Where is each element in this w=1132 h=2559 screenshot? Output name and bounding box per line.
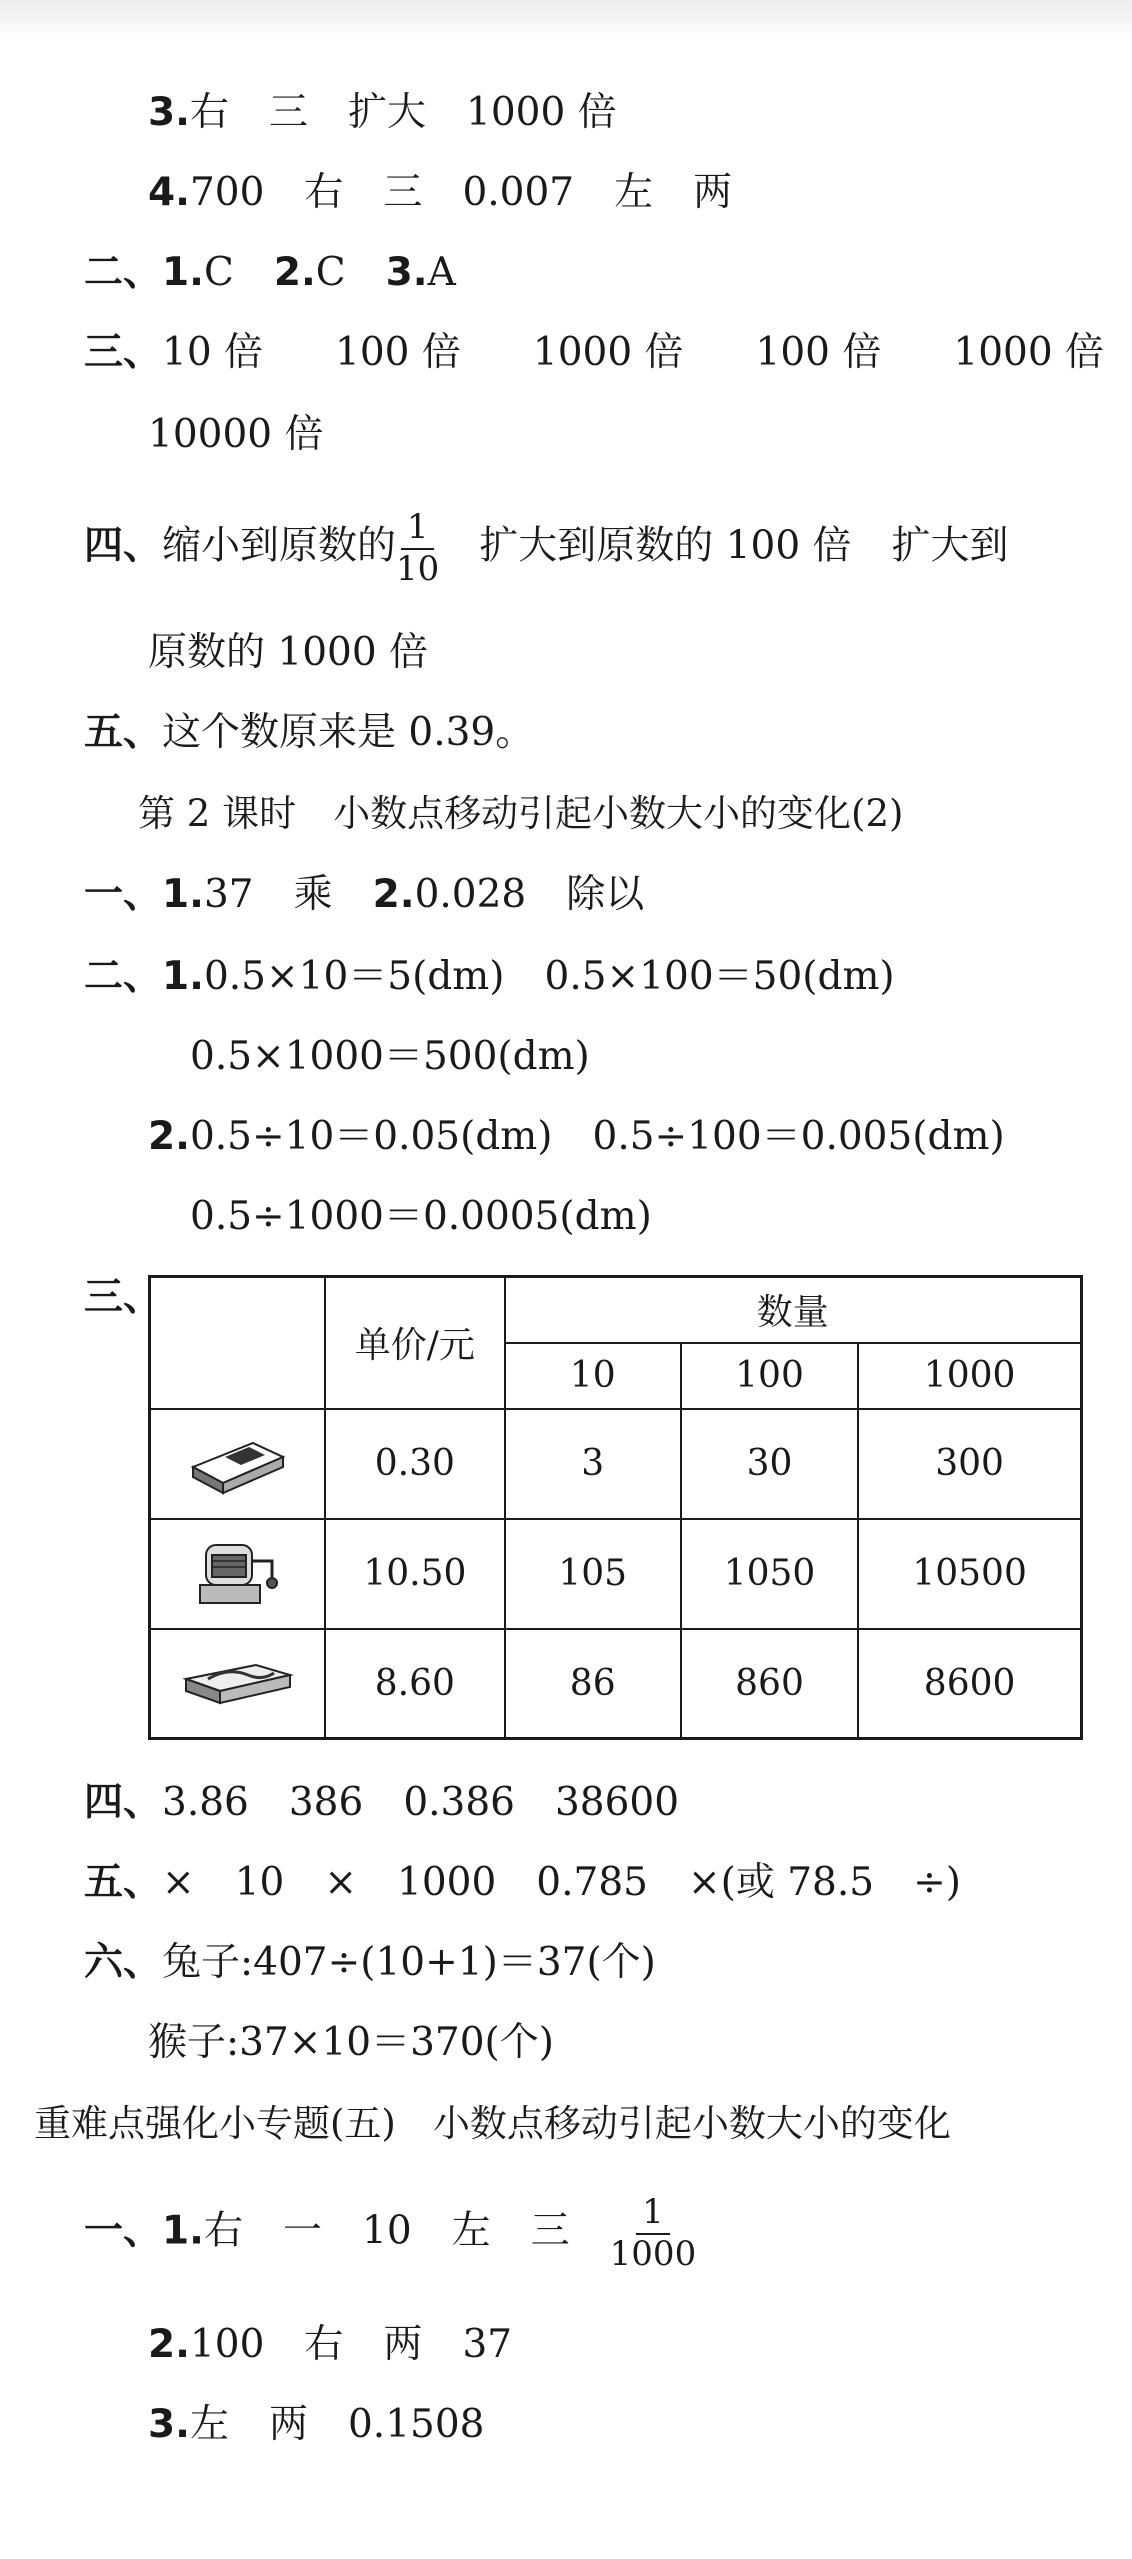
table-row (150, 1629, 1082, 1739)
answer-text: 右 (203, 2208, 243, 2254)
fraction-numerator: 1 (401, 510, 435, 550)
item-image-cell (150, 1409, 326, 1519)
value-cell: 30 (681, 1409, 858, 1519)
section-label: 二、 (84, 954, 163, 999)
answer-text: 一 (282, 2208, 322, 2254)
item-image-cell (150, 1519, 326, 1629)
answer-continuation: 10000 倍 (148, 412, 324, 457)
price-quantity-table (148, 1275, 1083, 1740)
answer-text: 三 (383, 170, 423, 215)
header-col: 100 (681, 1343, 858, 1409)
pencil-sharpener-icon (188, 1535, 288, 1613)
answer-text: 左 (189, 2402, 229, 2447)
answer-text: 700 (189, 170, 265, 215)
fraction (396, 507, 440, 589)
fraction-denominator: 1000 (609, 2233, 697, 2274)
item-number: 1. (162, 872, 204, 917)
section-label: 三、 (84, 330, 163, 375)
table-row (150, 1519, 1082, 1629)
equation: 0.5÷10＝0.05(dm) (189, 1114, 553, 1159)
section-label: 一、 (84, 872, 163, 917)
answer-text: 1000 倍 (953, 330, 1105, 375)
section-5-answer (84, 710, 535, 755)
section-label-text: 三、 (84, 1275, 163, 1320)
price-cell: 8.60 (325, 1629, 504, 1739)
fraction-numerator: 1 (636, 2195, 670, 2235)
header-quantity: 数量 (505, 1277, 1082, 1343)
answer-line-3 (148, 2402, 485, 2447)
answer-text: 1000 倍 (466, 90, 617, 135)
equation: 0.5×1000＝500(dm) (190, 1034, 590, 1079)
answer-text: 0.028 (414, 872, 527, 917)
answer-text: 10 (362, 2208, 412, 2254)
answer-text: 左 (451, 2208, 491, 2254)
answer-text: 两 (383, 2322, 423, 2367)
answer-text: 38600 (554, 1780, 680, 1825)
fraction-denominator: 10 (396, 548, 440, 589)
fraction (609, 2192, 697, 2274)
answer-continuation: 原数的 1000 倍 (148, 630, 429, 675)
section-6-answers (84, 1940, 656, 1985)
answer-text: 0.785 (536, 1860, 648, 1905)
answer-text: 除以 (566, 872, 645, 917)
item-number: 1. (162, 954, 204, 999)
price-cell: 0.30 (325, 1409, 504, 1519)
value-cell: 10500 (858, 1519, 1081, 1629)
section-1-answers (84, 2192, 697, 2274)
equation: 兔子:407÷(10+1)＝37(个) (162, 1940, 656, 1985)
answer-text: 左 (614, 170, 654, 215)
answer-text: 10 倍 (162, 330, 264, 375)
eraser-icon (183, 1429, 293, 1499)
answer-text: 三 (268, 90, 308, 135)
value-cell: 300 (858, 1409, 1081, 1519)
equation-line (148, 1114, 1005, 1159)
header-col: 1000 (858, 1343, 1081, 1409)
equation: 0.5÷100＝0.005(dm) (592, 1114, 1005, 1159)
answer-text: 右 (304, 2322, 344, 2367)
section-label: 二、 (84, 250, 163, 295)
section-label: 五、 (84, 710, 163, 755)
answer-text: 10 (234, 1860, 285, 1905)
equation: 0.5×100＝50(dm) (544, 954, 895, 999)
table-row (150, 1409, 1082, 1519)
equation: 0.5×10＝5(dm) (203, 954, 505, 999)
value-cell: 860 (681, 1629, 858, 1739)
answer-text: 扩大到原数的 100 倍 (479, 523, 852, 569)
item-number: 3. (148, 2402, 190, 2447)
answer-line-3 (148, 90, 617, 135)
answer-text: 0.1508 (347, 2402, 485, 2447)
item-number: 2. (273, 250, 316, 295)
item-number: 2. (148, 1114, 190, 1159)
header-col: 10 (505, 1343, 681, 1409)
answer-text: 100 (189, 2322, 265, 2367)
answer-line-4 (148, 170, 733, 215)
section-5-answers (84, 1860, 961, 1905)
answer-text: C (315, 250, 346, 295)
item-number: 1. (162, 250, 204, 295)
equation: 猴子:37×10＝370(个) (148, 2020, 554, 2065)
value-cell: 105 (505, 1519, 681, 1629)
section-label: 四、 (84, 523, 163, 569)
answer-text: 乘 (293, 872, 333, 917)
answer-text: 三 (530, 2208, 570, 2254)
item-number: 4. (148, 170, 190, 215)
value-cell: 3 (505, 1409, 681, 1519)
answer-text: 右 (304, 170, 344, 215)
item-number: 3. (148, 90, 190, 135)
item-number: 1. (162, 2208, 204, 2254)
value-cell: 86 (505, 1629, 681, 1739)
answer-line-2 (148, 2322, 513, 2367)
answer-text: ×(或 78.5 ÷) (687, 1860, 961, 1905)
section-2-answers (84, 954, 895, 999)
answer-text: 0.386 (403, 1780, 515, 1825)
top-shade (0, 0, 1132, 40)
answer-text: 1000 倍 (532, 330, 684, 375)
answer-text: 扩大到 (891, 523, 1009, 569)
section-4-answers (84, 507, 1009, 589)
lesson-heading: 第 2 课时 小数点移动引起小数大小的变化(2) (138, 792, 904, 835)
section-label: 六、 (84, 1940, 163, 1985)
item-number: 2. (148, 2322, 190, 2367)
item-number: 3. (385, 250, 428, 295)
price-cell: 10.50 (325, 1519, 504, 1629)
answer-text: 100 倍 (335, 330, 461, 375)
item-number: 2. (372, 872, 415, 917)
value-cell: 8600 (858, 1629, 1081, 1739)
answer-text: 3.86 (162, 1780, 249, 1825)
topic-heading: 重难点强化小专题(五) 小数点移动引起小数大小的变化 (34, 2102, 951, 2145)
answer-text: 37 (462, 2322, 513, 2367)
answer-text: 两 (268, 2402, 308, 2447)
answer-text: 0.007 (462, 170, 575, 215)
answer-text: A (427, 250, 456, 295)
section-label: 四、 (84, 1780, 163, 1825)
section-1-answers (84, 872, 645, 917)
section-3-answers (84, 330, 1105, 375)
section-2-answers (84, 250, 456, 295)
item-image-cell (150, 1629, 326, 1739)
answer-text: 37 (203, 872, 254, 917)
answer-text: × (162, 1860, 195, 1905)
answer-text: C (203, 250, 234, 295)
corner-cell (150, 1277, 326, 1409)
answer-text: 扩大 (347, 90, 426, 135)
answer-text: 386 (288, 1780, 364, 1825)
answer-text: 右 (189, 90, 229, 135)
answer-text: × (324, 1860, 358, 1905)
pencil-box-icon (178, 1653, 298, 1713)
section-4-answers (84, 1780, 680, 1825)
answer-text: 1000 (397, 1860, 497, 1905)
section-label: 五、 (84, 1860, 163, 1905)
answer-text: 两 (693, 170, 733, 215)
value-cell: 1050 (681, 1519, 858, 1629)
answer-text: 这个数原来是 0.39。 (162, 710, 535, 755)
header-price: 单价/元 (325, 1277, 504, 1409)
section-label: 一、 (84, 2208, 163, 2254)
answer-text: 缩小到原数的 (162, 523, 397, 569)
equation: 0.5÷1000＝0.0005(dm) (190, 1194, 652, 1239)
answer-text: 100 倍 (755, 330, 882, 375)
